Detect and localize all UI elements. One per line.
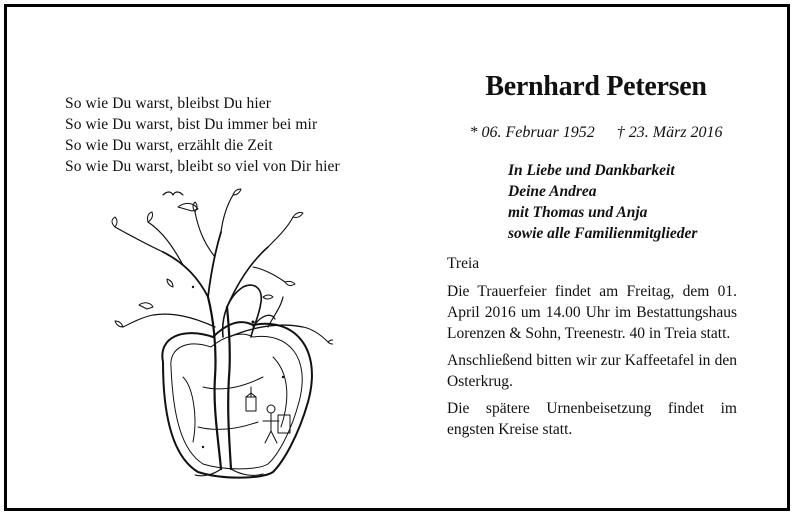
life-dates: [451, 124, 741, 142]
mourner-line: In Liebe und Dankbarkeit: [508, 162, 675, 179]
mourners: [508, 160, 697, 244]
poem: [65, 93, 340, 177]
poem-line: So wie Du warst, bist Du immer bei mir: [65, 116, 318, 133]
heart-tree-illustration-icon: [103, 187, 333, 487]
poem-line: So wie Du warst, bleibt so viel von Dir hier: [65, 158, 340, 175]
poem-line: So wie Du warst, bleibst Du hier: [65, 95, 271, 112]
place: Treia: [447, 255, 480, 272]
funeral-info: [447, 253, 737, 446]
mourner-line: sowie alle Familienmitglieder: [508, 225, 698, 242]
obituary-frame: [4, 4, 790, 511]
deceased-name: Bernhard Petersen: [485, 71, 707, 102]
death-date: † 23. März 2016: [616, 124, 723, 141]
reception-text: Anschließend bitten wir zur Kaffeetafel in den Osterkrug.: [447, 352, 737, 390]
poem-line: So wie Du warst, erzählt die Zeit: [65, 137, 273, 154]
burial-text: Die spätere Urnenbeisetzung findet im engsten Kreise statt.: [447, 400, 737, 438]
mourner-line: mit Thomas und Anja: [508, 204, 648, 221]
mourner-line: Deine Andrea: [508, 183, 597, 200]
service-text: Die Trauerfeier findet am Freitag, dem 01. April 2016 um 14.00 Uhr im Bestattungshaus Lorenzen & Sohn, Treenestr. 40 in Treia statt.: [447, 283, 737, 342]
birth-date: * 06. Februar 1952: [469, 124, 595, 141]
